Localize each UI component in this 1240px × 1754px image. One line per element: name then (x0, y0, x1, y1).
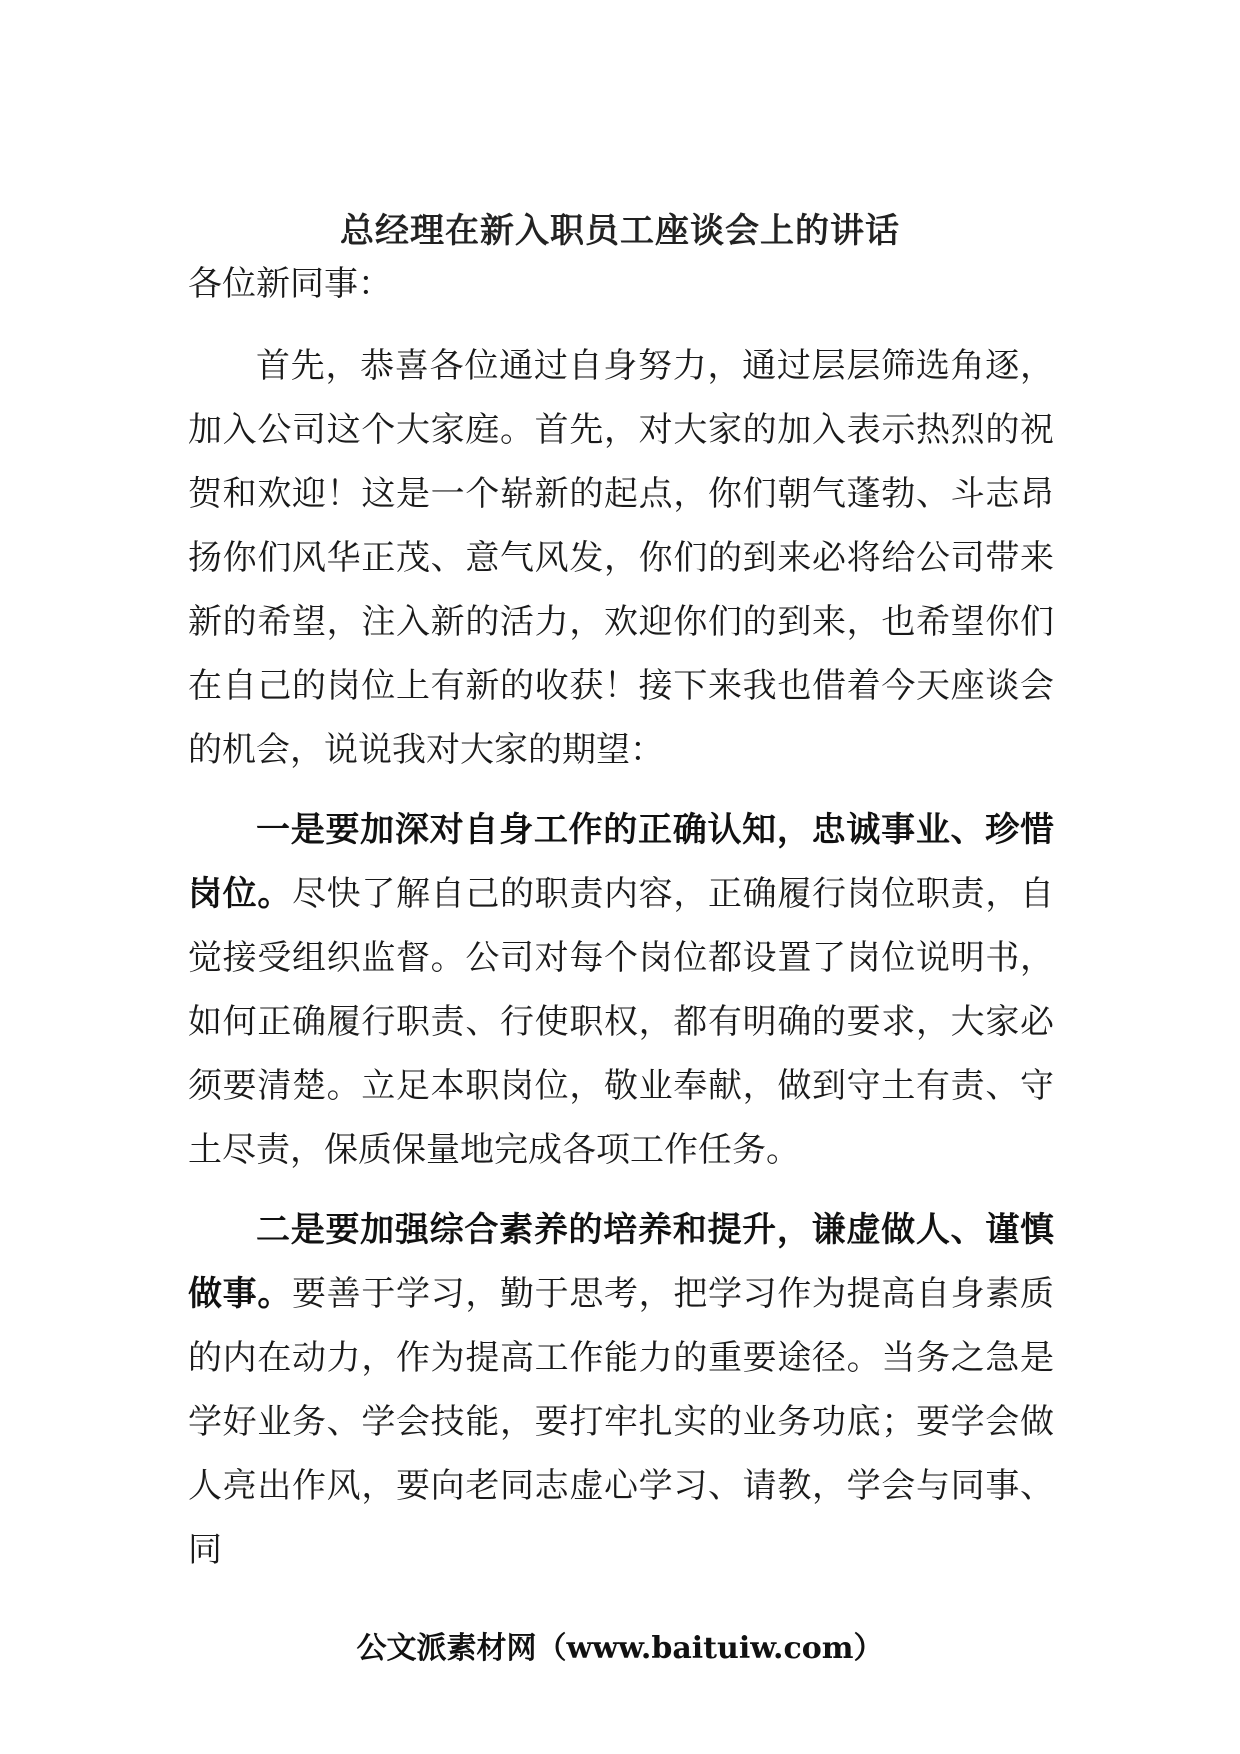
paragraph-point-two (188, 1198, 1054, 1582)
footer-watermark: 公文派素材网（www.baituiw.com） (356, 1631, 884, 1666)
paragraph-intro (188, 334, 1054, 782)
document-title: 总经理在新入职员工座谈会上的讲话 (340, 211, 900, 251)
paragraph-text: 要善于学习，勤于思考，把学习作为提高自身素质的内在动力，作为提高工作能力的重要途径。当务之急是学好业务、学会技能，要打牢扎实的业务功底；要学会做人亮出作风，要向老同志虚心学习、请教，学会与同事、同 (188, 1274, 1054, 1570)
document-body (188, 252, 1054, 1598)
paragraph-text: 尽快了解自己的职责内容，正确履行岗位职责，自觉接受组织监督。公司对每个岗位都设置了岗位说明书，如何正确履行职责、行使职权，都有明确的要求，大家必须要清楚。立足本职岗位，敬业奉献，做到守土有责、守土尽责，保质保量地完成各项工作任务。 (188, 874, 1054, 1170)
paragraph-point-one (188, 798, 1054, 1182)
salutation: 各位新同事： (188, 264, 392, 304)
paragraph-lead: 二是要加强综合素养的培养和提升，谦虚做人、谨慎做事。 (188, 1210, 1054, 1314)
paragraph-text: 首先，恭喜各位通过自身努力，通过层层筛选角逐，加入公司这个大家庭。首先，对大家的加入表示热烈的祝贺和欢迎！这是一个崭新的起点，你们朝气蓬勃、斗志昂扬你们风华正茂、意气风发，你们的到来必将给公司带来新的希望，注入新的活力，欢迎你们的到来，也希望你们在自己的岗位上有新的收获！接下来我也借着今天座谈会的机会，说说我对大家的期望： (188, 346, 1054, 770)
paragraph-lead: 一是要加深对自身工作的正确认知，忠诚事业、珍惜岗位。 (188, 810, 1054, 914)
